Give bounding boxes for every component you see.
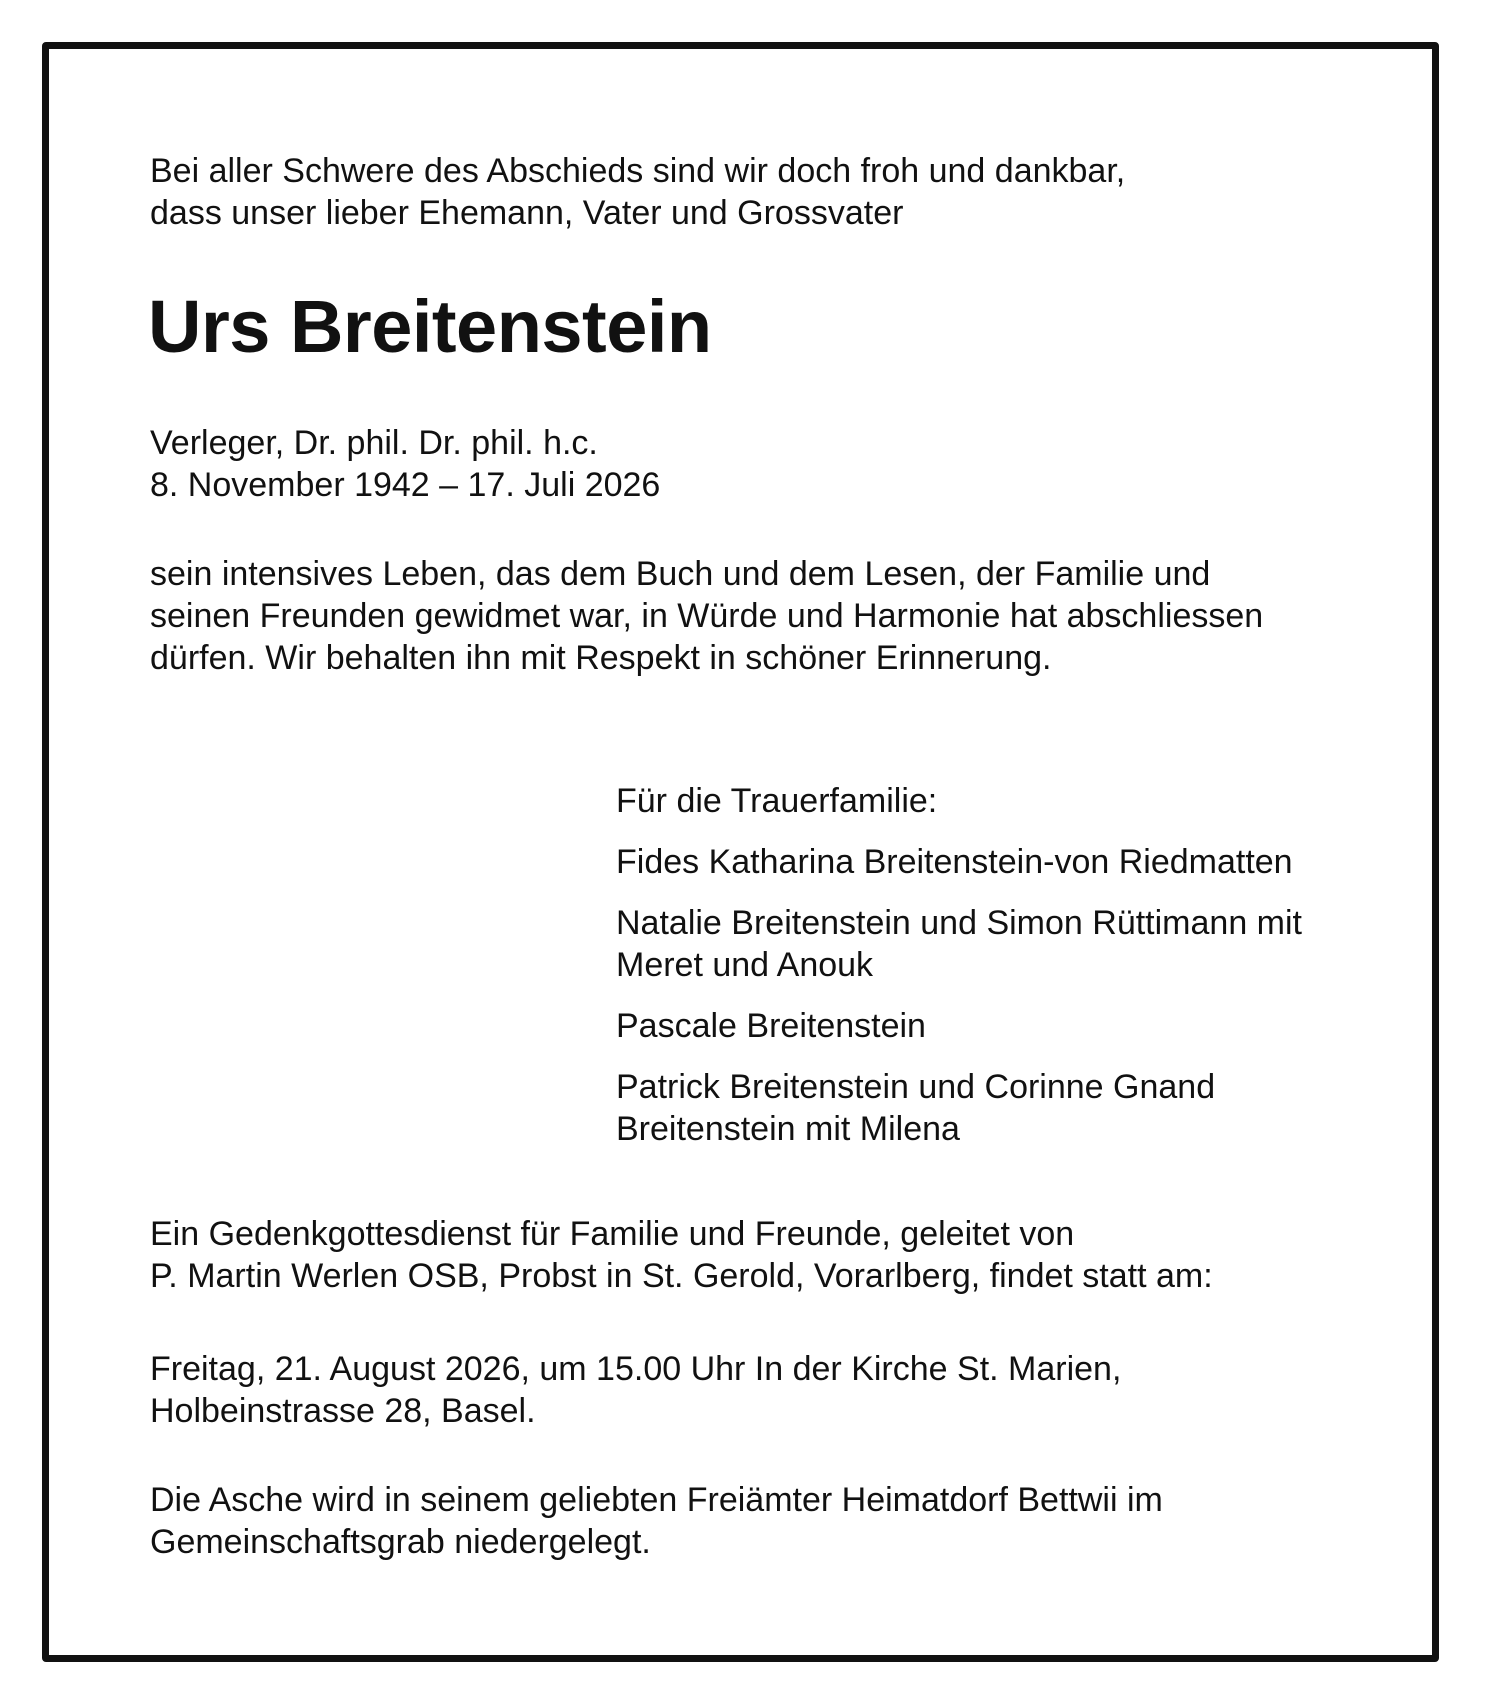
deceased-details [150, 422, 660, 506]
service-line-1: Ein Gedenkgottesdienst für Familie und Freunde, geleitet von [150, 1215, 1075, 1253]
date-place-line-2: Holbeinstrasse 28, Basel. [150, 1392, 536, 1430]
family-label: Für die Trauerfamilie: [616, 782, 938, 820]
burial-text [150, 1479, 1163, 1563]
burial-line-1: Die Asche wird in seinem geliebten Freiämter Heimatdorf Bettwii im [150, 1481, 1163, 1519]
family-member-line: Patrick Breitenstein und Corinne Gnand [616, 1068, 1216, 1106]
deceased-dates: 8. November 1942 – 17. Juli 2026 [150, 466, 661, 504]
tribute-line-1: sein intensives Leben, das dem Buch und dem Lesen, der Familie und [150, 555, 1211, 593]
family-member [616, 1005, 1302, 1047]
tribute-text [150, 553, 1263, 679]
date-place-text [150, 1348, 1121, 1432]
service-text [150, 1213, 1213, 1297]
family-member-line: Breitenstein mit Milena [616, 1110, 960, 1148]
deceased-name: Urs Breitenstein [148, 285, 712, 368]
intro-text [150, 150, 1125, 234]
family-member-line: Fides Katharina Breitenstein-von Riedmatten [616, 843, 1293, 881]
family-member-line: Natalie Breitenstein und Simon Rüttimann mit [616, 904, 1302, 942]
intro-line-1: Bei aller Schwere des Abschieds sind wir doch froh und dankbar, [150, 152, 1126, 190]
mourning-family [616, 780, 1302, 1169]
family-member [616, 1066, 1302, 1150]
family-member [616, 902, 1302, 986]
date-place-line-1: Freitag, 21. August 2026, um 15.00 Uhr In der Kirche St. Marien, [150, 1350, 1122, 1388]
family-member [616, 841, 1302, 883]
family-member-line: Pascale Breitenstein [616, 1007, 926, 1045]
family-member-line: Meret und Anouk [616, 946, 874, 984]
intro-line-2: dass unser lieber Ehemann, Vater und Grossvater [150, 194, 904, 232]
tribute-line-3: dürfen. Wir behalten ihn mit Respekt in schöner Erinnerung. [150, 639, 1052, 677]
tribute-line-2: seinen Freunden gewidmet war, in Würde und Harmonie hat abschliessen [150, 597, 1264, 635]
deceased-title: Verleger, Dr. phil. Dr. phil. h.c. [150, 424, 598, 462]
burial-line-2: Gemeinschaftsgrab niedergelegt. [150, 1523, 651, 1561]
service-line-2: P. Martin Werlen OSB, Probst in St. Gerold, Vorarlberg, findet statt am: [150, 1257, 1213, 1295]
